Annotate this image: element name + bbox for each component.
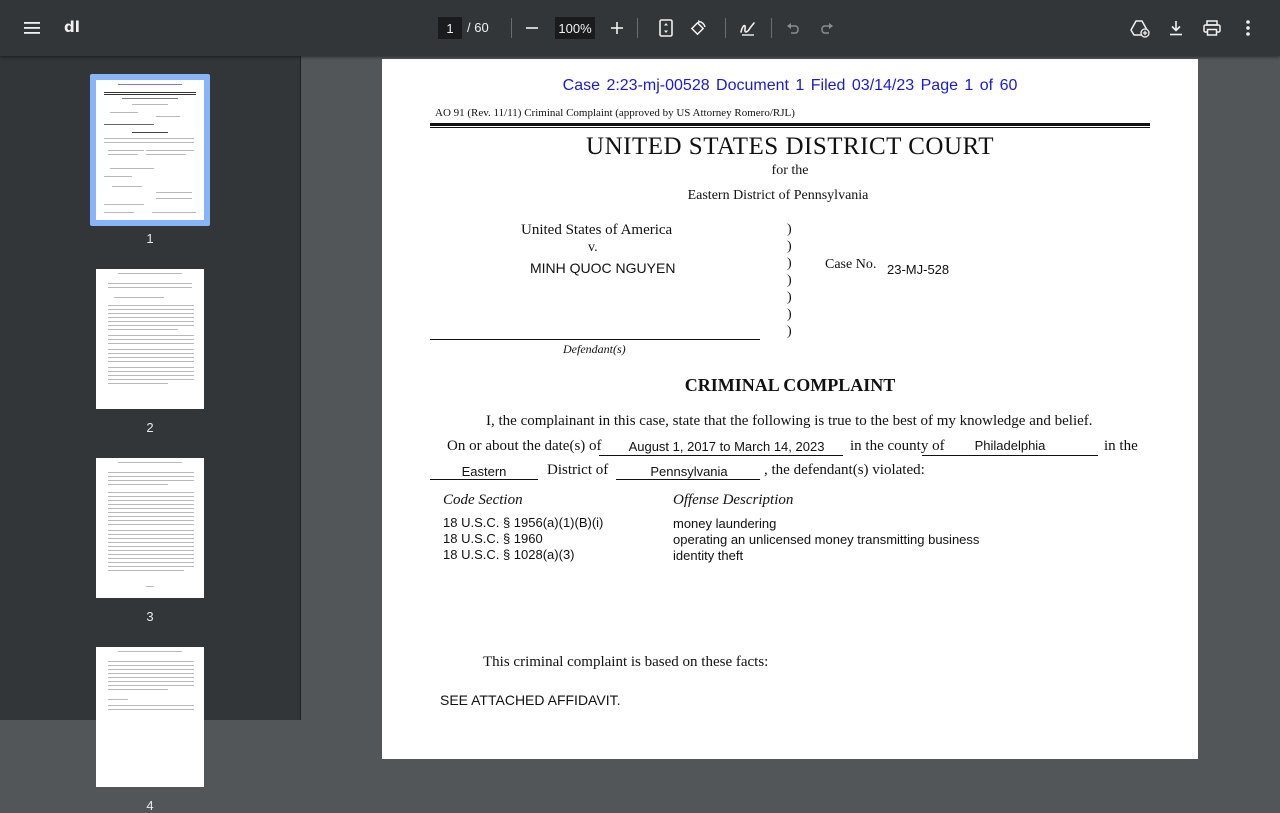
plaintiff-name: United States of America <box>521 222 673 238</box>
on-or-about-label: On or about the date(s) of <box>447 438 602 454</box>
county-label: in the county of <box>850 438 945 454</box>
draw-icon[interactable] <box>732 12 764 44</box>
see-attached-affidavit: SEE ATTACHED AFFIDAVIT. <box>440 692 621 708</box>
add-to-drive-icon[interactable] <box>1124 12 1156 44</box>
case-number: 23-MJ-528 <box>887 262 950 277</box>
dates-underline <box>599 455 843 456</box>
offense-description-item: money laundering <box>673 516 777 531</box>
court-title: UNITED STATES DISTRICT COURT <box>586 133 994 160</box>
thumbnail-label: 3 <box>146 609 154 624</box>
page-thumbnail-3[interactable] <box>96 458 204 598</box>
thumbnail-label: 4 <box>146 798 154 813</box>
toolbar-divider <box>637 18 638 38</box>
paren: ) <box>787 239 792 254</box>
toolbar-divider <box>725 18 726 38</box>
rotate-icon[interactable] <box>682 12 714 44</box>
case-header: Case 2:23-mj-00528 Document 1 Filed 03/14/23 Page 1 of 60 <box>562 77 1018 94</box>
complainant-statement: I, the complainant in this case, state that the following is true to the best of my knowledge and belief. <box>486 413 1093 429</box>
violated-text: , the defendant(s) violated: <box>764 462 925 478</box>
based-on-facts: This criminal complaint is based on these facts: <box>483 654 769 670</box>
page-number-input[interactable] <box>438 17 462 39</box>
offense-description-header: Offense Description <box>673 492 794 508</box>
county-name: Philadelphia <box>974 438 1046 453</box>
paren: ) <box>787 290 792 305</box>
header-rule-thick <box>430 123 1150 126</box>
fit-page-icon[interactable] <box>650 12 682 44</box>
page-thumbnail-1[interactable] <box>96 80 204 220</box>
code-section-header: Code Section <box>443 492 523 508</box>
zoom-in-icon[interactable] <box>601 12 633 44</box>
versus: v. <box>588 240 598 255</box>
case-no-label: Case No. <box>825 257 877 272</box>
offense-dates: August 1, 2017 to March 14, 2023 <box>628 439 825 454</box>
state-name: Pennsylvania <box>650 464 728 479</box>
page-total: / 60 <box>467 20 489 35</box>
zoom-out-icon[interactable] <box>516 12 548 44</box>
paren: ) <box>787 273 792 288</box>
code-section-item: 18 U.S.C. § 1960 <box>443 531 543 546</box>
code-section-item: 18 U.S.C. § 1956(a)(1)(B)(i) <box>443 515 604 530</box>
defendant-label: Defendant(s) <box>563 342 626 356</box>
thumbnail-label: 1 <box>146 231 154 246</box>
thumbnail-label: 2 <box>146 420 154 435</box>
header-rule-thin <box>430 127 1150 128</box>
page-thumbnail-4[interactable] <box>96 647 204 787</box>
paren: ) <box>787 307 792 322</box>
pdf-viewer[interactable] <box>301 56 1280 720</box>
undo-icon[interactable] <box>778 12 810 44</box>
paren: ) <box>787 256 792 271</box>
paren: ) <box>787 324 792 339</box>
state-underline <box>616 479 760 480</box>
district-of-label: District of <box>547 462 609 478</box>
menu-icon[interactable] <box>16 12 48 44</box>
thumbnail-sidebar[interactable] <box>0 56 301 813</box>
offense-description-item: operating an unlicensed money transmitting business <box>673 532 980 547</box>
form-id: AO 91 (Rev. 11/11) Criminal Complaint (approved by US Attorney Romero/RJL) <box>435 107 795 119</box>
toolbar-divider <box>771 18 772 38</box>
district-underline <box>430 479 538 480</box>
complaint-title: CRIMINAL COMPLAINT <box>684 375 896 395</box>
defendant-line <box>430 339 760 340</box>
more-vert-icon[interactable] <box>1232 12 1264 44</box>
paren: ) <box>787 222 792 237</box>
print-icon[interactable] <box>1196 12 1228 44</box>
district-word: Eastern <box>461 464 507 479</box>
toolbar-divider <box>511 18 512 38</box>
in-the-label: in the <box>1104 438 1138 454</box>
county-underline <box>922 455 1098 456</box>
for-the: for the <box>771 163 809 178</box>
page-thumbnail-2[interactable] <box>96 269 204 409</box>
pdf-toolbar <box>0 0 1280 56</box>
district-name: Eastern District of Pennsylvania <box>687 188 869 203</box>
pdf-page-1 <box>382 59 1198 759</box>
zoom-input[interactable] <box>555 17 595 39</box>
download-icon[interactable] <box>1160 12 1192 44</box>
redo-icon[interactable] <box>810 12 842 44</box>
code-section-item: 18 U.S.C. § 1028(a)(3) <box>443 547 575 562</box>
document-title: dl <box>64 18 80 36</box>
defendant-name: MINH QUOC NGUYEN <box>530 260 676 276</box>
offense-description-item: identity theft <box>673 548 744 563</box>
